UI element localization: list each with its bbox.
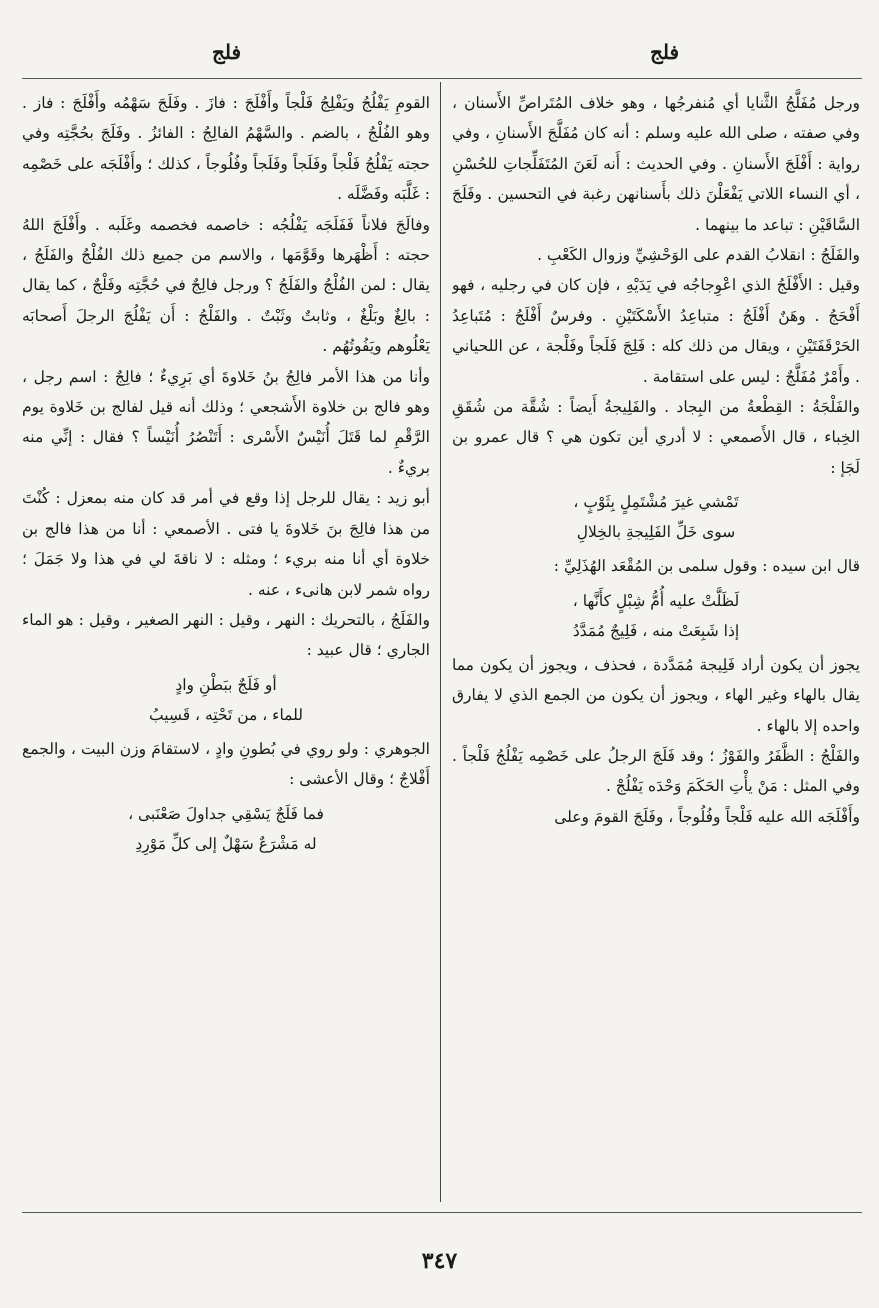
verse-line: أو فَلَجٌ ببَطْنِ وادٍ [175, 675, 277, 694]
paragraph: ورجل مُفَلَّجُ الثَّنايا أي مُنفرجُها ، وهو خلاف المُتَراصِّ الأَسنان ، وفي صفته ، صلى الله عليه وسلم : أنه كان مُفَلَّجَ الأَسنانِ ، وفي رواية : أَفْلَجَ الأَسنانِ . وفي الحديث : أَنه لَعَنَ المُتَفَلِّجاتِ للحُسْنِ ، أي النساء اللاتي يَفْعَلْنَ ذلك بأَسنانهن رغبة في التحسين . وفَلَجَ السَّاقَيْنِ : تباعد ما بينهما . [452, 94, 860, 234]
column-divider [440, 82, 441, 1202]
paragraph: والفَلَجُ : انقلابُ القدم على الوَحْشِيِّ وزوال الكَعْبِ . [537, 246, 860, 265]
header-rule [22, 78, 862, 79]
verse-line: تَمْشي غيرَ مُشْتَمِلٍ بِثَوْبٍ ، [573, 493, 739, 512]
verse [22, 666, 430, 734]
verse-line: لَظَلَّتْ عليه أُمُّ شِبْلٍ كأَنَّها ، [572, 591, 740, 610]
paragraph: قال ابن سيده : وقول سلمى بن المُقْعَد الهُذَلِيِّ : [553, 557, 860, 576]
paragraph: وأَفْلَجَه الله عليه فَلْجاً وفُلُوجاً ، وفَلَجَ القومَ وعلى [554, 807, 860, 826]
verse [452, 582, 860, 650]
paragraph: يجوز أن يكون أراد فَلِيجة مُمَدَّدة ، فحذف ، ويجوز أن يكون مما يقال بالهاء وغير الهاء ، ويجوز أن يكون من الجمع الذي لا يفارق واحده إلا بالهاء . [452, 655, 860, 735]
paragraph: وفالَجَ فلاناً فَفَلَجَه يَفْلُجُه : خاصمه فخصمه وغَلَبه . وأَفْلَجَ اللهُ حجته : أَظْهَرها وقَوَّمَها ، والاسم من جميع ذلك الفُلْجُ والفَلَجُ ، يقال : لمن الفُلْجُ والفَلَجُ ؟ ورجل فالِجٌ في حُجَّتِه وفَلْجٌ ، كما يقال : بالِغٌ وبَلْغٌ ، وثابتٌ وثَبْتٌ . والفَلْجُ : أَن يَفْلُجَ الرجلَ أَصحابَه يَعْلُوهم ويَفُوتُهُم . [22, 215, 430, 356]
paragraph: والفَلْجُ : الظَّفَرُ والفَوْزُ ؛ وقد فَلَجَ الرجلُ على خَصْمِه يَفْلُجُ فَلْجاً . وفي المثل : مَنْ يأْتِ الحَكَمَ وَحْدَه يَفْلُجْ . [452, 746, 860, 796]
page-number: ٣٤٧ [421, 1248, 458, 1274]
right-headword: فلج [650, 40, 680, 64]
verse [452, 483, 860, 551]
paragraph: وقيل : الأَفْلَجُ الذي اعْوِجاجُه في يَدَيْهِ ، فإن كان في رجليه ، فهو أَفْحَجُ . وهَنٌ أَفْلَجُ : متباعِدُ الأَسْكَتَيْنِ . وفرسٌ أَفْلَجُ : مُتَباعِدُ الحَرْقَفَتَيْنِ ، ويقال من ذلك كله : فَلِجَ فَلَجاً وفَلْجة ، عن اللحياني . وأَمْرٌ مُفَلَّجٌ : ليس على استقامة . [452, 276, 860, 386]
footer-rule [22, 1212, 862, 1213]
left-column [22, 88, 430, 1200]
paragraph: أبو زيد : يقال للرجل إذا وقع في أمر قد كان منه بمعزل : كُنْتَ من هذا فالِجَ بنَ خَلاوةَ يا فتى . الأصمعي : أنا من هذا فالج بن خلاوة أي أنا منه بريء ؛ ومثله : لا ناقةَ لي في هذا ولا جَمَلَ ؛ رواه شمر لابن هانىء ، عنه . [22, 489, 430, 599]
verse-line: سوى خَلِّ الفَلِيجةِ بالخِلالِ [576, 523, 736, 542]
verse [22, 795, 430, 863]
paragraph: الجوهري : ولو روي في بُطونِ وادٍ ، لاستقامَ وزن البيت ، والجمع أَفْلاجٌ ؛ وقال الأعشى : [22, 739, 430, 789]
verse-line: له مَشْرَعٌ سَهْلٌ إلى كلِّ مَوْرِدِ [135, 834, 317, 853]
verse-line: فما فَلَجٌ يَسْقِي جداولَ صَعْنَبى ، [128, 804, 324, 823]
left-headword: فلج [212, 40, 242, 64]
right-column [452, 88, 860, 1200]
verse-line: للماء ، من تَحْتِه ، قَسِيبُ [148, 705, 303, 724]
paragraph: والفَلَجُ ، بالتحريك : النهر ، وقيل : النهر الصغير ، وقيل : هو الماء الجاري ؛ قال عبيد : [22, 610, 430, 660]
verse-line: إذا شَبِعَتْ منه ، فَلِيجٌ مُمَدَّدُ [572, 621, 740, 640]
paragraph: والفَلْجَةُ : القِطْعةُ من البِجاد . والفَلِيجةُ أَيضاً : شُقَّة من شُقَقِ الخِباء ، قال الأَصمعي : لا أدري أين تكون هي ؟ قال عمرو بن لَجَإ : [452, 398, 860, 477]
paragraph: وأنا من هذا الأمر فالِجُ بنُ خَلاوةَ أي بَرِيءٌ ؛ فالِجٌ : اسم رجل ، وهو فالج بن خلاوة الأَشجعي ؛ وذلك أنه قيل لفالج بن خَلاوة يوم الرَّقْمِ لما قَتَلَ أُنَيْسٌ الأَسْرى : أَتَنْصُرُ أُنَيْساً ؟ فقال : إنِّي منه بريءٌ . [22, 367, 430, 477]
paragraph: القومِ يَفْلُجُ ويَفْلِجُ فَلْجاً وأَفْلَجَ : فازَ . وفَلَجَ سَهْمُه وأَفْلَجَ : فاز . وهو الفُلْجُ ، بالضم . والسَّهْمُ الفالِجُ : الفائزُ . وفَلَجَ بحُجَّتِه وفي حجته يَفْلُجُ فَلْجاً وفَلَجاً وفَلَجاً وفُلُوجاً ، كذلك ؛ وأَفْلَجَه على خَصْمِه : غَلَّبَه وفَضَّلَه . [22, 94, 430, 204]
